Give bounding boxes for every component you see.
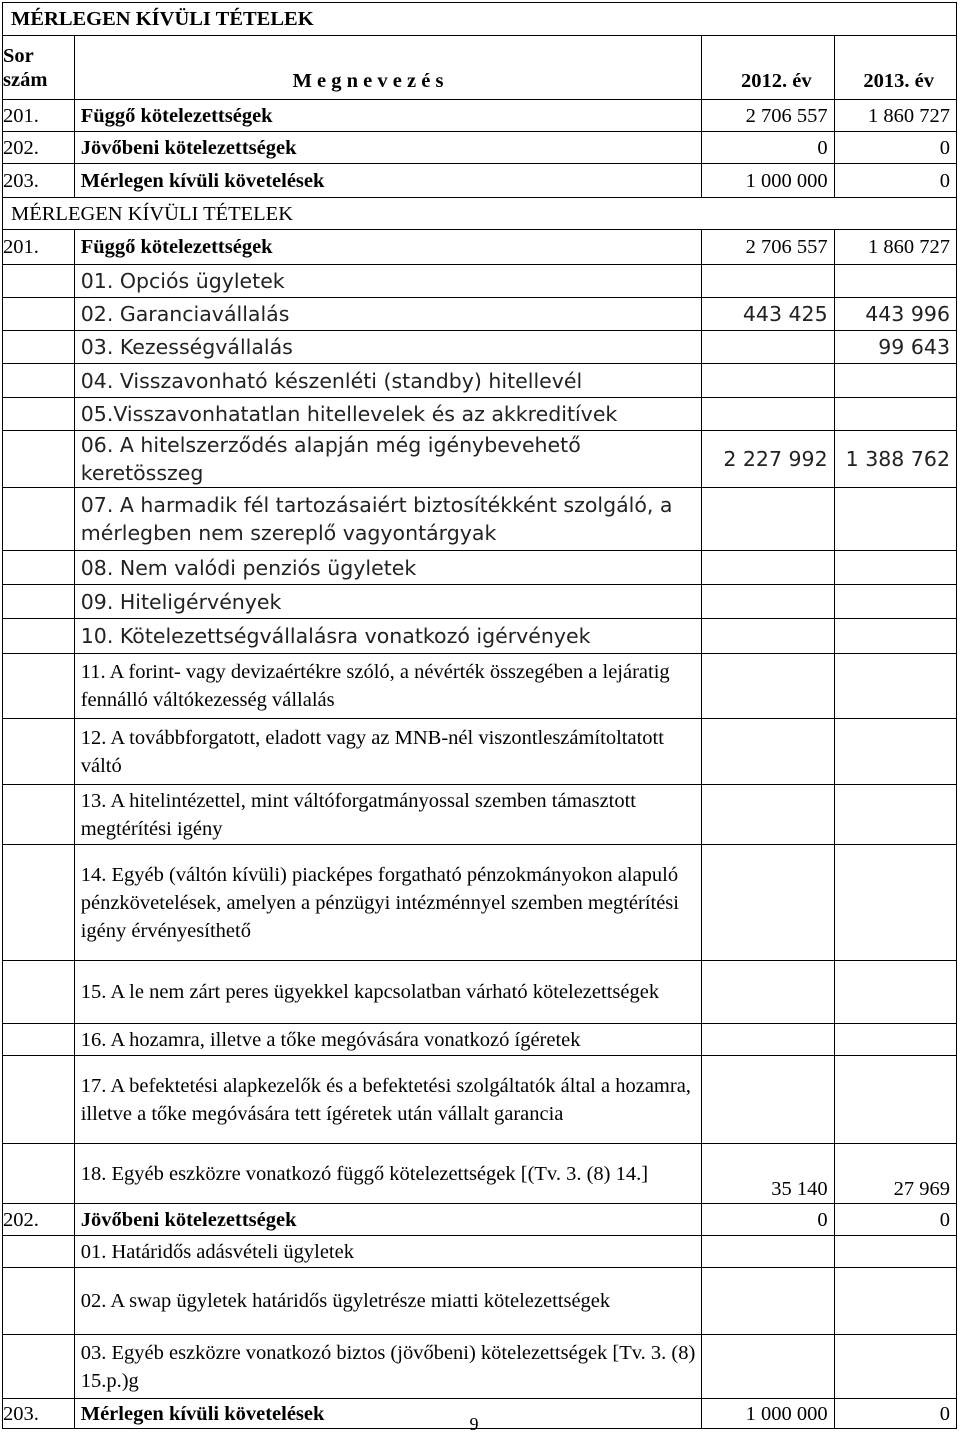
list-item bbox=[3, 1236, 957, 1268]
list-item bbox=[3, 719, 957, 785]
table-title: MÉRLEGEN KÍVÜLI TÉTELEK bbox=[3, 3, 957, 36]
value-2012 bbox=[702, 331, 834, 364]
row-name: Mérlegen kívüli követelések bbox=[74, 164, 702, 198]
value-2012 bbox=[702, 961, 834, 1024]
row-number: 201. bbox=[3, 230, 75, 265]
row-name: Jövőbeni kötelezettségek bbox=[74, 1204, 702, 1236]
item-name: 11. A forint- vagy devizaértékre szóló, a névérték összegében a lejáratig fennálló váltókezesség vállalás bbox=[74, 654, 702, 719]
row-name: Mérlegen kívüli követelések bbox=[74, 1399, 702, 1429]
value-2013 bbox=[834, 551, 956, 585]
value-2013 bbox=[834, 398, 956, 431]
value-2012 bbox=[702, 1024, 834, 1056]
value-2013 bbox=[834, 654, 956, 719]
value-2012 bbox=[702, 551, 834, 585]
item-name: 14. Egyéb (váltón kívüli) piacképes forgatható pénzokmányokon alapuló pénzkövetelések, amelyen a pénzügyi intézménnyel szemben megtérítési igény érvényesíthető bbox=[74, 845, 702, 961]
header-name: M e g n e v e z é s bbox=[74, 36, 702, 100]
item-name: 02. Garanciavállalás bbox=[74, 298, 702, 331]
value-2012 bbox=[702, 1236, 834, 1268]
item-name: 17. A befektetési alapkezelők és a befektetési szolgáltatók által a hozamra, illetve a tőke megóvására tett ígéretek után vállalt garancia bbox=[74, 1056, 702, 1144]
item-name: 01. Opciós ügyletek bbox=[74, 265, 702, 298]
list-item bbox=[3, 1335, 957, 1399]
value-2013: 443 996 bbox=[834, 298, 956, 331]
value-2012 bbox=[702, 265, 834, 298]
row-number: 202. bbox=[3, 132, 75, 164]
list-item bbox=[3, 431, 957, 488]
list-item bbox=[3, 398, 957, 431]
value-2012 bbox=[702, 1056, 834, 1144]
value-2012: 443 425 bbox=[702, 298, 834, 331]
item-name: 12. A továbbforgatott, eladott vagy az MNB-nél viszontleszámítoltatott váltó bbox=[74, 719, 702, 785]
list-item bbox=[3, 845, 957, 961]
value-2012 bbox=[702, 785, 834, 845]
list-item bbox=[3, 961, 957, 1024]
off-balance-sheet-table bbox=[2, 2, 957, 1429]
row-name: Függő kötelezettségek bbox=[74, 230, 702, 265]
value-2012 bbox=[702, 719, 834, 785]
row-name: Függő kötelezettségek bbox=[74, 100, 702, 132]
table-row bbox=[3, 164, 957, 198]
value-2013 bbox=[834, 785, 956, 845]
header-year-2013: 2013. év bbox=[834, 36, 956, 100]
value-2012 bbox=[702, 1268, 834, 1335]
list-item bbox=[3, 654, 957, 719]
value-2012: 0 bbox=[702, 1204, 834, 1236]
value-2012: 0 bbox=[702, 132, 834, 164]
table-row bbox=[3, 1204, 957, 1236]
row-number: 203. bbox=[3, 164, 75, 198]
value-2012: 1 000 000 bbox=[702, 1399, 834, 1429]
row-number: 202. bbox=[3, 1204, 75, 1236]
section-title: MÉRLEGEN KÍVÜLI TÉTELEK bbox=[3, 198, 957, 230]
item-name: 08. Nem valódi penziós ügyletek bbox=[74, 551, 702, 585]
value-2013: 1 388 762 bbox=[834, 431, 956, 488]
header-row-number: Sor szám bbox=[3, 36, 75, 100]
value-2012 bbox=[702, 845, 834, 961]
value-2013 bbox=[834, 1335, 956, 1399]
value-2012 bbox=[702, 398, 834, 431]
value-2012 bbox=[702, 488, 834, 551]
item-name: 05.Visszavonhatatlan hitellevelek és az akkreditívek bbox=[74, 398, 702, 431]
value-2013 bbox=[834, 619, 956, 654]
list-item bbox=[3, 619, 957, 654]
item-name: 10. Kötelezettségvállalásra vonatkozó igérvények bbox=[74, 619, 702, 654]
value-2013 bbox=[834, 1236, 956, 1268]
table-row bbox=[3, 230, 957, 265]
list-item bbox=[3, 585, 957, 619]
list-item bbox=[3, 265, 957, 298]
value-2012: 35 140 bbox=[702, 1144, 834, 1204]
table-row bbox=[3, 100, 957, 132]
value-2012 bbox=[702, 364, 834, 398]
item-name: 09. Hiteligérvények bbox=[74, 585, 702, 619]
item-name: 15. A le nem zárt peres ügyekkel kapcsolatban várható kötelezettségek bbox=[74, 961, 702, 1024]
item-name: 03. Egyéb eszközre vonatkozó biztos (jövőbeni) kötelezettségek [Tv. 3. (8) 15.p.)g bbox=[74, 1335, 702, 1399]
value-2012 bbox=[702, 619, 834, 654]
header-year-2012: 2012. év bbox=[702, 36, 834, 100]
value-2012: 2 706 557 bbox=[702, 230, 834, 265]
item-name: 07. A harmadik fél tartozásaiért biztosítékként szolgáló, a mérlegben nem szereplő vagyontárgyak bbox=[74, 488, 702, 551]
value-2013 bbox=[834, 1024, 956, 1056]
item-name: 04. Visszavonható készenléti (standby) hitellevél bbox=[74, 364, 702, 398]
value-2013: 99 643 bbox=[834, 331, 956, 364]
row-name: Jövőbeni kötelezettségek bbox=[74, 132, 702, 164]
value-2013 bbox=[834, 364, 956, 398]
value-2013: 27 969 bbox=[834, 1144, 956, 1204]
list-item bbox=[3, 1144, 957, 1204]
list-item bbox=[3, 488, 957, 551]
value-2012 bbox=[702, 654, 834, 719]
value-2013 bbox=[834, 488, 956, 551]
item-name: 18. Egyéb eszközre vonatkozó függő kötelezettségek [(Tv. 3. (8) 14.] bbox=[74, 1144, 702, 1204]
list-item bbox=[3, 364, 957, 398]
list-item bbox=[3, 331, 957, 364]
value-2012: 1 000 000 bbox=[702, 164, 834, 198]
value-2012: 2 227 992 bbox=[702, 431, 834, 488]
value-2012 bbox=[702, 585, 834, 619]
value-2013: 0 bbox=[834, 1204, 956, 1236]
value-2013 bbox=[834, 1056, 956, 1144]
value-2013: 0 bbox=[834, 164, 956, 198]
value-2012: 2 706 557 bbox=[702, 100, 834, 132]
value-2013 bbox=[834, 265, 956, 298]
table-row bbox=[3, 132, 957, 164]
list-item bbox=[3, 1024, 957, 1056]
item-name: 13. A hitelintézettel, mint váltóforgatmányossal szemben támasztott megtérítési igény bbox=[74, 785, 702, 845]
item-name: 06. A hitelszerződés alapján még igénybevehető keretösszeg bbox=[74, 431, 702, 488]
value-2013: 0 bbox=[834, 132, 956, 164]
item-name: 01. Határidős adásvételi ügyletek bbox=[74, 1236, 702, 1268]
value-2013: 1 860 727 bbox=[834, 100, 956, 132]
page-number: 9 bbox=[469, 1414, 479, 1434]
value-2013 bbox=[834, 845, 956, 961]
value-2013 bbox=[834, 1268, 956, 1335]
row-number: 201. bbox=[3, 100, 75, 132]
value-2013 bbox=[834, 585, 956, 619]
row-number: 203. bbox=[3, 1399, 75, 1429]
item-name: 16. A hozamra, illetve a tőke megóvására vonatkozó ígéretek bbox=[74, 1024, 702, 1056]
value-2012 bbox=[702, 1335, 834, 1399]
value-2013 bbox=[834, 719, 956, 785]
value-2013 bbox=[834, 961, 956, 1024]
list-item bbox=[3, 1268, 957, 1335]
value-2013: 0 bbox=[834, 1399, 956, 1429]
list-item bbox=[3, 1056, 957, 1144]
list-item bbox=[3, 785, 957, 845]
list-item bbox=[3, 551, 957, 585]
value-2013: 1 860 727 bbox=[834, 230, 956, 265]
item-name: 03. Kezességvállalás bbox=[74, 331, 702, 364]
item-name: 02. A swap ügyletek határidős ügyletrésze miatti kötelezettségek bbox=[74, 1268, 702, 1335]
list-item bbox=[3, 298, 957, 331]
